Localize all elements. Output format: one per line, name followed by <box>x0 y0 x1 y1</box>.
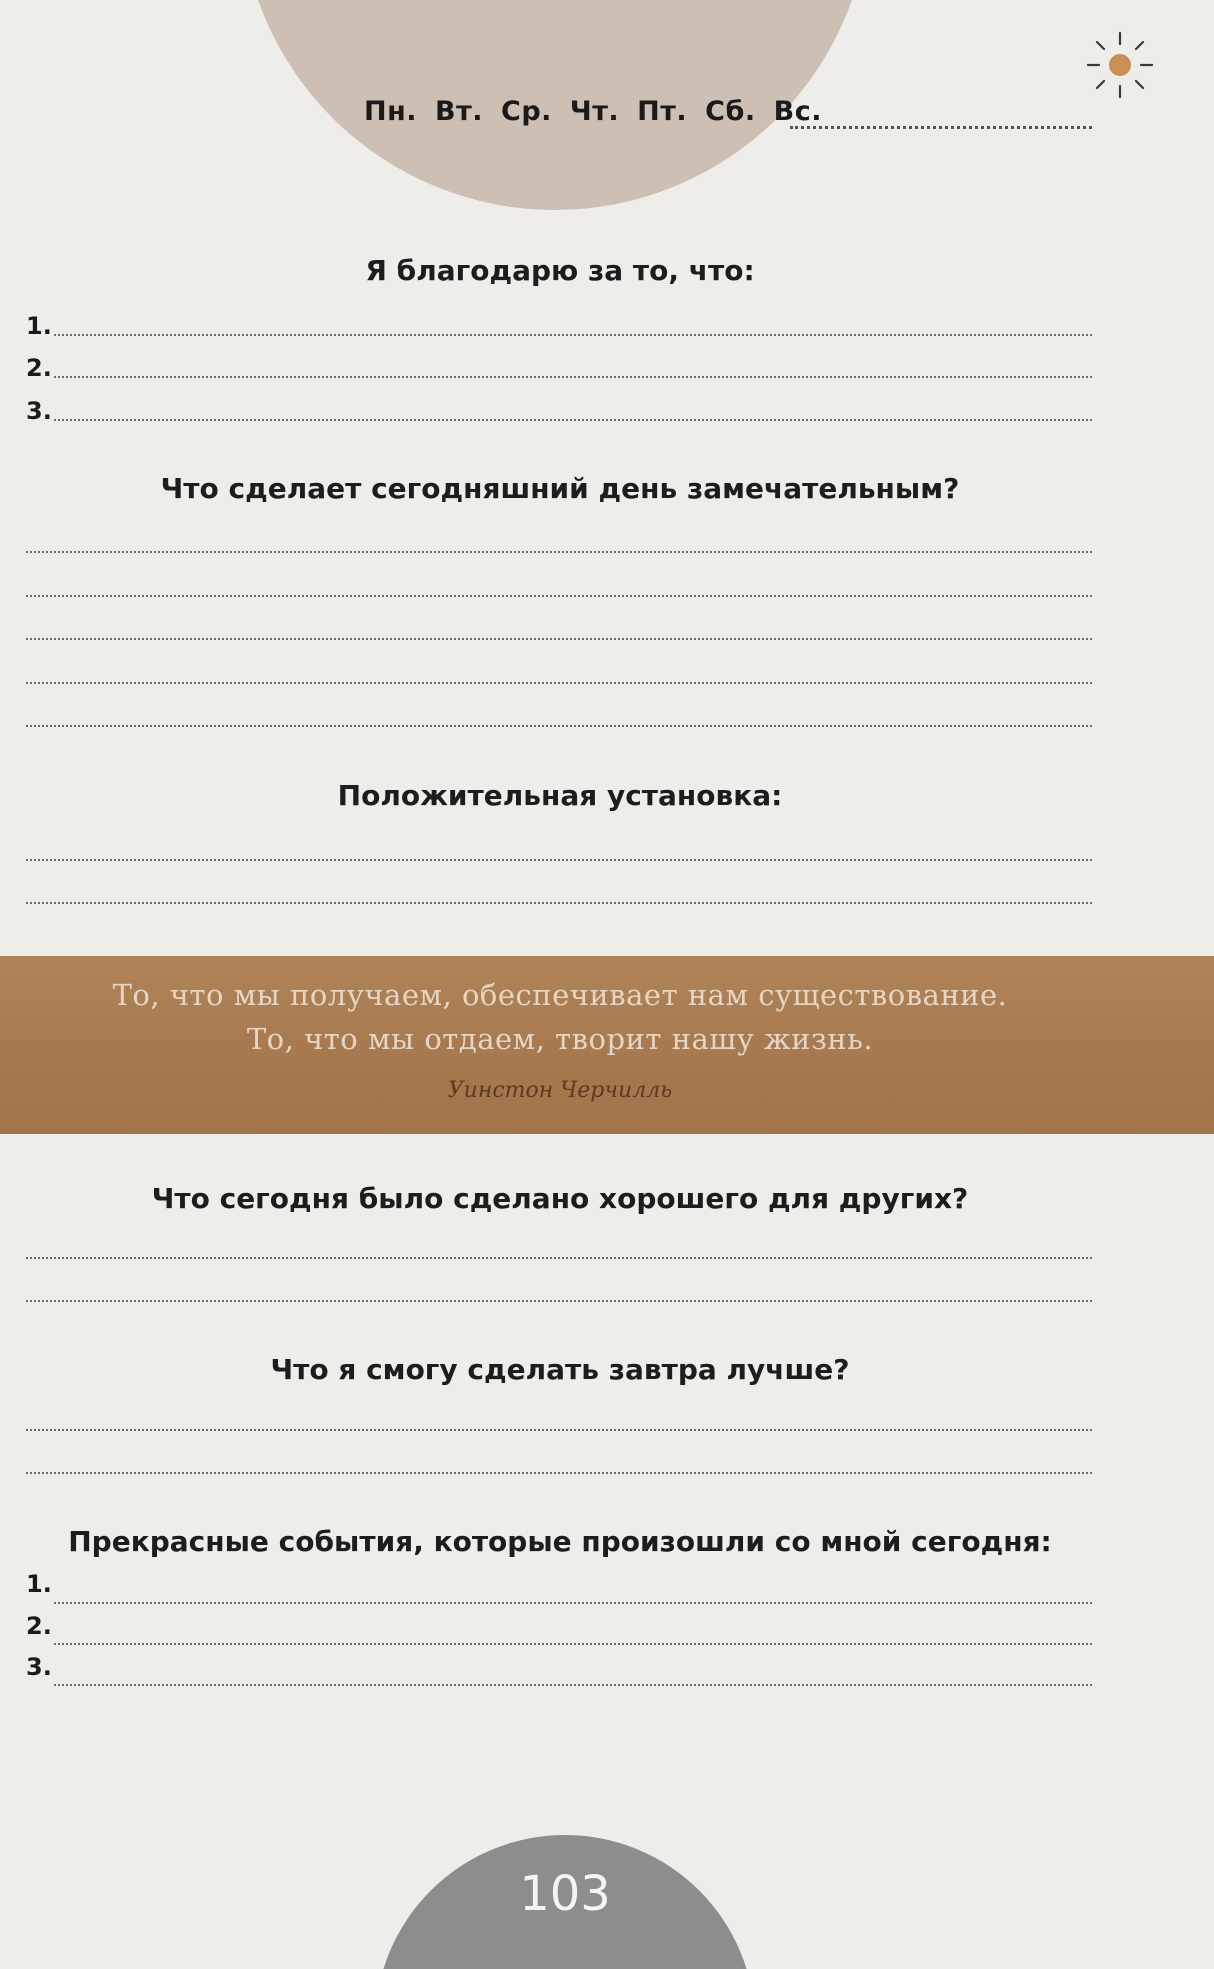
gratitude-heading: Я благодарю за то, что: <box>365 254 755 287</box>
events-line-2[interactable] <box>54 1643 1092 1645</box>
date-field[interactable] <box>790 126 1092 129</box>
weekday-wed[interactable]: Ср. <box>501 96 552 127</box>
events-line-1[interactable] <box>54 1602 1092 1604</box>
affirmation-heading: Положительная установка: <box>337 779 783 812</box>
weekday-fri[interactable]: Пт. <box>637 96 688 127</box>
gratitude-number-2: 2. <box>26 354 52 382</box>
tomorrow-heading: Что я смогу сделать завтра лучше? <box>270 1353 850 1386</box>
gratitude-number-3: 3. <box>26 397 52 425</box>
page-number: 103 <box>519 1866 611 1922</box>
great-day-line-2[interactable] <box>26 595 1092 597</box>
gratitude-line-2[interactable] <box>54 376 1092 378</box>
weekday-thu[interactable]: Чт. <box>569 96 620 127</box>
quote-band <box>0 956 1214 1134</box>
gratitude-line-1[interactable] <box>54 334 1092 336</box>
great-day-heading: Что сделает сегодняшний день замечательным? <box>160 472 960 505</box>
tomorrow-line-2[interactable] <box>26 1472 1092 1474</box>
weekday-tue[interactable]: Вт. <box>435 96 484 127</box>
great-day-line-5[interactable] <box>26 725 1092 727</box>
good-for-others-heading: Что сегодня было сделано хорошего для других? <box>151 1182 969 1215</box>
quote-author: Уинстон Черчилль <box>447 1078 673 1103</box>
affirmation-line-2[interactable] <box>26 902 1092 904</box>
events-line-3[interactable] <box>54 1684 1092 1686</box>
sun-icon <box>1085 30 1155 100</box>
moon-icon <box>1090 1830 1150 1900</box>
good-for-others-line-2[interactable] <box>26 1300 1092 1302</box>
weekday-sun[interactable]: Вс. <box>773 96 822 127</box>
gratitude-line-3[interactable] <box>54 419 1092 421</box>
great-day-line-3[interactable] <box>26 638 1092 640</box>
quote-line-1: То, что мы получаем, обеспечивает нам существование. <box>112 978 1008 1012</box>
events-number-3: 3. <box>26 1653 52 1681</box>
tomorrow-line-1[interactable] <box>26 1429 1092 1431</box>
events-number-2: 2. <box>26 1612 52 1640</box>
weekday-list <box>364 96 822 127</box>
affirmation-line-1[interactable] <box>26 859 1092 861</box>
great-day-line-1[interactable] <box>26 551 1092 553</box>
quote-line-2: То, что мы отдаем, творит нашу жизнь. <box>246 1022 874 1056</box>
weekday-sat[interactable]: Сб. <box>705 96 756 127</box>
events-heading: Прекрасные события, которые произошли со мной сегодня: <box>68 1525 1052 1558</box>
gratitude-number-1: 1. <box>26 312 52 340</box>
events-number-1: 1. <box>26 1570 52 1598</box>
good-for-others-line-1[interactable] <box>26 1257 1092 1259</box>
great-day-line-4[interactable] <box>26 682 1092 684</box>
weekday-mon[interactable]: Пн. <box>364 96 418 127</box>
